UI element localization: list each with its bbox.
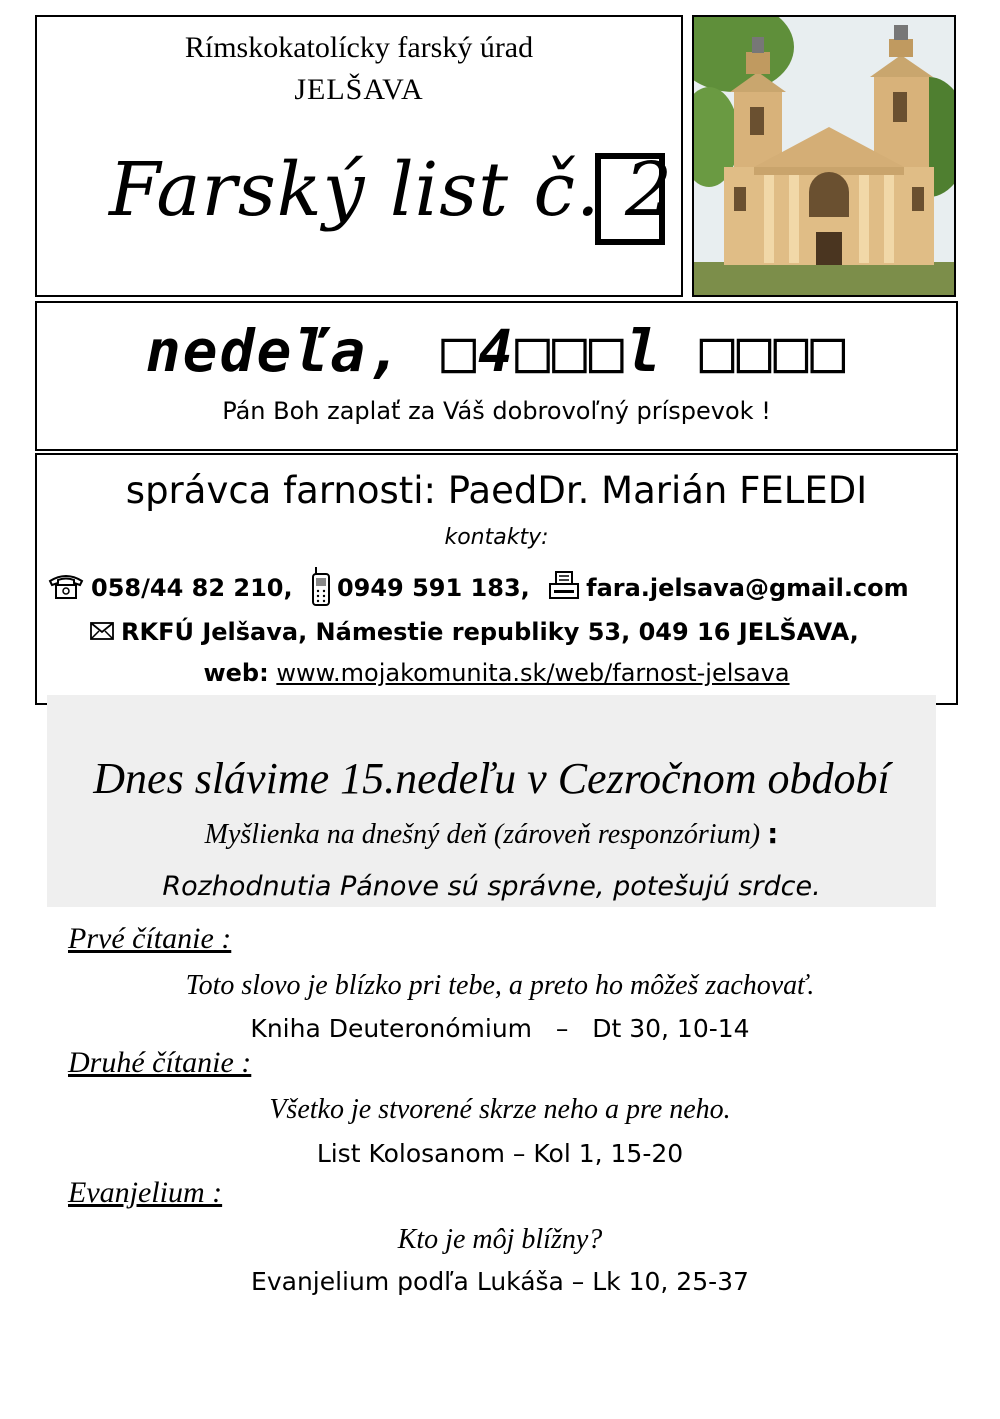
header-box [35, 15, 683, 297]
sunday-date: nedeľa, □4□□□l □□□□ [145, 317, 848, 385]
reading-heading: Evanjelium : [68, 1176, 223, 1209]
reading-heading: Prvé čítanie : [68, 922, 232, 955]
web-label: web: [203, 659, 269, 687]
mobile-icon [311, 565, 331, 613]
contact-box [35, 453, 958, 705]
bulletin-title: Farský list č. 2 [109, 147, 674, 233]
fax-icon [548, 570, 580, 608]
mobile-number: 0949 591 183, [336, 574, 530, 602]
reading-source: Evanjelium podľa Lukáša – Lk 10, 25-37 [251, 1267, 749, 1296]
phone-number: 058/44 82 210, [91, 574, 293, 602]
reading-quote: Všetko je stvorené skrze neho a pre neho. [269, 1094, 731, 1125]
thought-line [47, 817, 936, 851]
reading-source: List Kolosanom – Kol 1, 15-20 [316, 1139, 684, 1168]
envelope-icon [89, 619, 115, 647]
reading-quote: Toto slovo je blízko pri tebe, a preto ho môžeš zachovať. [185, 970, 815, 1001]
church-photo [692, 15, 956, 297]
contacts-label: kontakty: [444, 525, 549, 550]
reading-quote: Kto je môj blížny? [397, 1224, 603, 1255]
phone-icon [47, 571, 85, 607]
web-line [37, 659, 956, 687]
issue-number-box [595, 153, 665, 245]
sunday-band [47, 695, 936, 907]
postal-address: RKFÚ Jelšava, Námestie republiky 53, 049 16 JELŠAVA, [121, 618, 859, 646]
address-line [89, 618, 956, 647]
web-link[interactable]: www.mojakomunita.sk/web/farnost-jelsava [276, 659, 790, 687]
responsory: Rozhodnutia Pánove sú správne, potešujú srdce. [162, 871, 821, 902]
parish-name: Rímskokatolícky farský úrad [184, 31, 534, 64]
date-box [35, 301, 958, 451]
donation-thanks: Pán Boh zaplať za Váš dobrovoľný príspevok ! [222, 397, 771, 425]
thought-colon: : [767, 817, 779, 850]
reading-source: Kniha Deuteronómium – Dt 30, 10-14 [250, 1014, 750, 1043]
email-address: fara.jelsava@gmail.com [586, 574, 909, 602]
reading-heading: Druhé čítanie : [68, 1046, 252, 1079]
thought-label: Myšlienka na dnešný deň (zároveň responzórium) [204, 819, 761, 850]
parish-administrator: správca farnosti: PaedDr. Marián FELEDI [125, 469, 868, 512]
sunday-heading: Dnes slávime 15.nedeľu v Cezročnom období [93, 754, 890, 803]
contact-line [47, 565, 956, 613]
parish-town: JELŠAVA [294, 73, 424, 106]
